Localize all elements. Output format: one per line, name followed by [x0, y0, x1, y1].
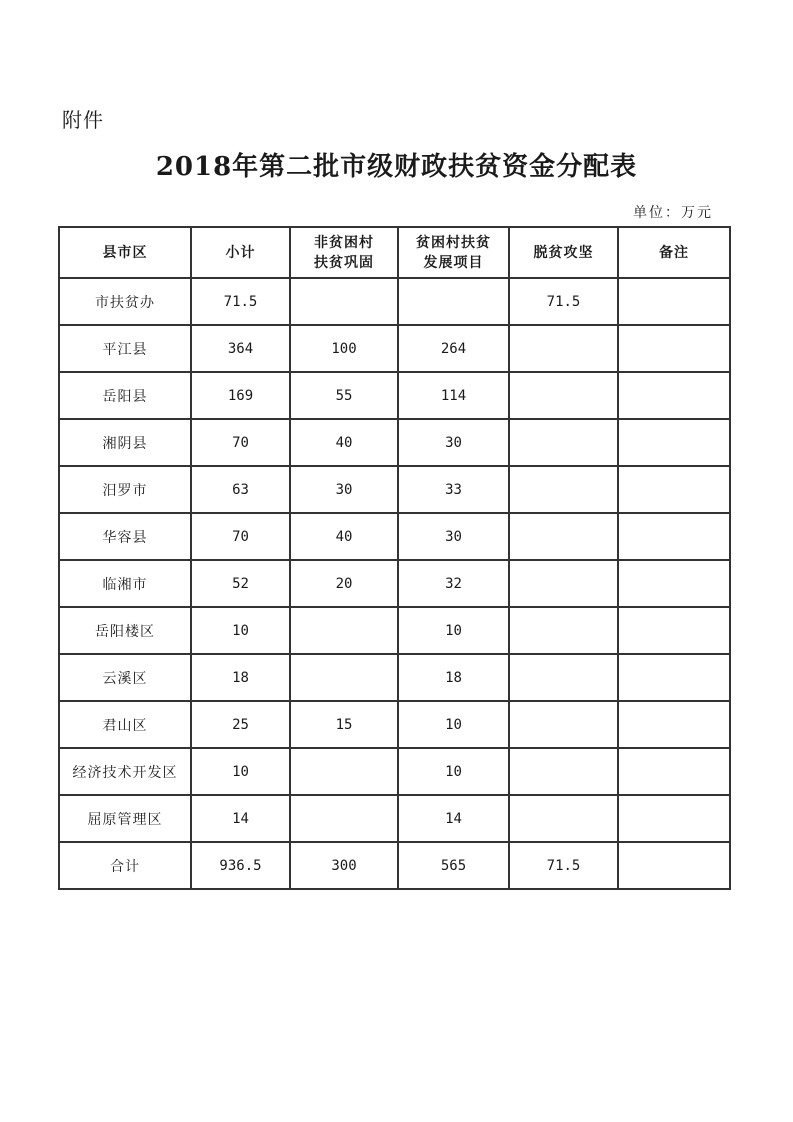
- cell-subtotal: 14: [191, 795, 290, 842]
- cell-subtotal: 18: [191, 654, 290, 701]
- cell-non-poor: [290, 654, 398, 701]
- cell-subtotal: 10: [191, 607, 290, 654]
- cell-remark: [618, 372, 730, 419]
- cell-county: 经济技术开发区: [59, 748, 191, 795]
- cell-poor: 10: [398, 607, 509, 654]
- cell-poor: 114: [398, 372, 509, 419]
- cell-remark: [618, 325, 730, 372]
- table-total-row: [59, 842, 730, 889]
- cell-tackle: 71.5: [509, 842, 618, 889]
- cell-subtotal: 52: [191, 560, 290, 607]
- cell-county: 湘阴县: [59, 419, 191, 466]
- cell-tackle: [509, 607, 618, 654]
- cell-county: 君山区: [59, 701, 191, 748]
- cell-subtotal: 63: [191, 466, 290, 513]
- header-remark: 备注: [618, 227, 730, 278]
- cell-non-poor: 30: [290, 466, 398, 513]
- cell-county: 临湘市: [59, 560, 191, 607]
- cell-poor: 565: [398, 842, 509, 889]
- cell-county: 华容县: [59, 513, 191, 560]
- cell-poor: 14: [398, 795, 509, 842]
- cell-remark: [618, 419, 730, 466]
- document-title: 2018年第二批市级财政扶贫资金分配表: [155, 152, 638, 182]
- cell-non-poor: 100: [290, 325, 398, 372]
- table-row: [59, 701, 730, 748]
- cell-non-poor: [290, 607, 398, 654]
- cell-remark: [618, 607, 730, 654]
- table-row: [59, 466, 730, 513]
- cell-non-poor: 40: [290, 513, 398, 560]
- allocation-table: [58, 226, 731, 890]
- cell-tackle: [509, 560, 618, 607]
- cell-county: 汨罗市: [59, 466, 191, 513]
- cell-remark: [618, 701, 730, 748]
- cell-remark: [618, 654, 730, 701]
- header-county: 县市区: [59, 227, 191, 278]
- cell-county: 合计: [59, 842, 191, 889]
- cell-tackle: 71.5: [509, 278, 618, 325]
- table-header-row: [59, 227, 730, 278]
- cell-remark: [618, 278, 730, 325]
- cell-poor: [398, 278, 509, 325]
- table-row: [59, 607, 730, 654]
- cell-non-poor: 55: [290, 372, 398, 419]
- cell-non-poor: 300: [290, 842, 398, 889]
- cell-tackle: [509, 419, 618, 466]
- header-subtotal: 小计: [191, 227, 290, 278]
- cell-subtotal: 10: [191, 748, 290, 795]
- cell-subtotal: 169: [191, 372, 290, 419]
- cell-remark: [618, 842, 730, 889]
- cell-remark: [618, 560, 730, 607]
- cell-poor: 10: [398, 701, 509, 748]
- attachment-label: 附件: [62, 108, 104, 132]
- cell-subtotal: 71.5: [191, 278, 290, 325]
- cell-remark: [618, 748, 730, 795]
- table-row: [59, 795, 730, 842]
- cell-tackle: [509, 701, 618, 748]
- table-row: [59, 419, 730, 466]
- cell-subtotal: 70: [191, 513, 290, 560]
- header-non-poor-line1: 非贫困村: [314, 234, 374, 251]
- cell-subtotal: 364: [191, 325, 290, 372]
- cell-county: 岳阳县: [59, 372, 191, 419]
- header-poverty-tackle: 脱贫攻坚: [509, 227, 618, 278]
- header-poor-village: [398, 227, 509, 278]
- header-poor-line1: 贫困村扶贫: [416, 234, 491, 251]
- cell-poor: 33: [398, 466, 509, 513]
- header-non-poor-village: [290, 227, 398, 278]
- cell-remark: [618, 466, 730, 513]
- cell-county: 市扶贫办: [59, 278, 191, 325]
- cell-poor: 32: [398, 560, 509, 607]
- cell-tackle: [509, 466, 618, 513]
- table-row: [59, 325, 730, 372]
- cell-county: 云溪区: [59, 654, 191, 701]
- header-poor-line2: 发展项目: [423, 254, 484, 271]
- table-row: [59, 372, 730, 419]
- cell-non-poor: [290, 795, 398, 842]
- cell-subtotal: 70: [191, 419, 290, 466]
- table-row: [59, 278, 730, 325]
- cell-non-poor: 40: [290, 419, 398, 466]
- cell-poor: 30: [398, 513, 509, 560]
- table-row: [59, 654, 730, 701]
- unit-label: 单位：万元: [633, 205, 713, 221]
- cell-tackle: [509, 513, 618, 560]
- cell-tackle: [509, 654, 618, 701]
- table-row: [59, 748, 730, 795]
- cell-non-poor: 20: [290, 560, 398, 607]
- cell-poor: 10: [398, 748, 509, 795]
- cell-tackle: [509, 748, 618, 795]
- cell-poor: 264: [398, 325, 509, 372]
- cell-county: 屈原管理区: [59, 795, 191, 842]
- cell-poor: 18: [398, 654, 509, 701]
- cell-remark: [618, 795, 730, 842]
- cell-county: 平江县: [59, 325, 191, 372]
- header-non-poor-line2: 扶贫巩固: [314, 254, 374, 271]
- cell-non-poor: [290, 278, 398, 325]
- cell-county: 岳阳楼区: [59, 607, 191, 654]
- table-row: [59, 560, 730, 607]
- cell-subtotal: 25: [191, 701, 290, 748]
- table-row: [59, 513, 730, 560]
- cell-tackle: [509, 795, 618, 842]
- cell-poor: 30: [398, 419, 509, 466]
- cell-remark: [618, 513, 730, 560]
- cell-subtotal: 936.5: [191, 842, 290, 889]
- cell-tackle: [509, 372, 618, 419]
- cell-tackle: [509, 325, 618, 372]
- cell-non-poor: [290, 748, 398, 795]
- cell-non-poor: 15: [290, 701, 398, 748]
